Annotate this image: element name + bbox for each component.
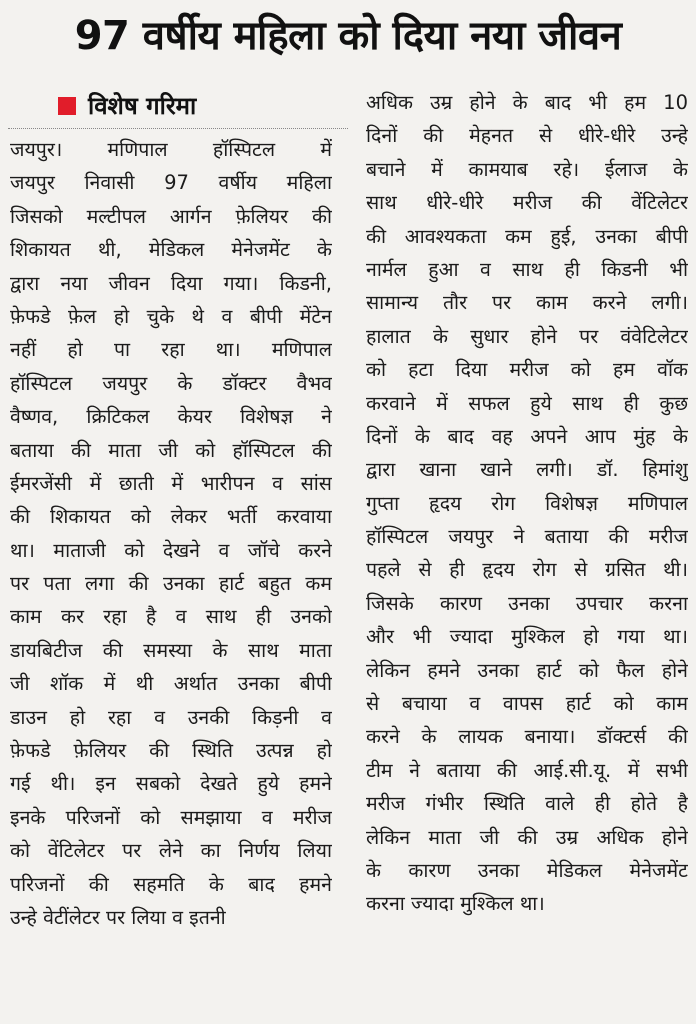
article-text-line: द्वारा खाना खाने लगी। डॉ. हिमांशु [366,458,688,482]
article-text-line: की शिकायत को लेकर भर्ती करवाया [10,505,332,529]
article-text-line: द्वारा नया जीवन दिया गया। किडनी, [10,271,332,295]
article-text-line: जिसको मल्टीपल आर्गन फ़ेलियर की [10,204,332,228]
red-square-bullet-icon [58,97,76,115]
article-text-line: नार्मल हुआ व साथ ही किडनी भी [366,257,688,281]
byline-author: विशेष गरिमा [88,92,197,120]
byline-divider [8,128,348,129]
article-text-line: करने के लायक बनाया। डॉक्टर्स की [366,725,688,749]
article-text-line: फ़ेफडे फ़ेलियर की स्थिति उत्पन्न हो [10,739,332,763]
article-text-line: पर पता लगा की उनका हार्ट बहुत कम [10,572,332,596]
article-text-line: काम कर रहा है व साथ ही उनको [10,605,332,629]
article-text-line: डायबिटीज की समस्या के साथ माता [10,638,332,662]
article-text-line: ईमरजेंसी में छाती में भारीपन व सांस [10,471,332,495]
article-text-line: जयपुर निवासी 97 वर्षीय महिला [10,171,332,195]
article-text-line: सामान्य तौर पर काम करने लगी। [366,291,688,315]
article-text-line: पहले से ही हृदय रोग से ग्रसित थी। [366,558,688,582]
article-text-line: साथ धीरे-धीरे मरीज की वेंटिलेटर [366,191,688,215]
article-column-left [10,133,332,934]
article-text-line: टीम ने बताया की आई.सी.यू. में सभी [366,758,688,782]
article-text-line: लेकिन माता जी की उम्र अधिक होने [366,825,688,849]
article-text-line: हॉस्पिटल जयपुर ने बताया की मरीज [366,525,688,549]
article-text-line: बचाने में कामयाब रहे। ईलाज के [366,157,688,181]
article-text-line: करना ज्यादा मुश्किल था। [366,892,545,916]
article-text-line: लेकिन हमने उनका हार्ट को फैल होने [366,658,688,682]
article-text-line: फ़ेफडे फ़ेल हो चुके थे व बीपी मेंटेन [10,304,332,328]
article-text-line: हॉस्पिटल जयपुर के डॉक्टर वैभव [10,371,332,395]
article-text-line: दिनों की मेहनत से धीरे-धीरे उन्हे [366,124,688,148]
article-text-line: गई थी। इन सबको देखते हुये हमने [10,772,332,796]
article-text-line: जिसके कारण उनका उपचार करना [366,591,688,615]
article-text-line: परिजनों की सहमति के बाद हमने [10,872,332,896]
article-text-line: दिनों के बाद वह अपने आप मुंह के [366,424,688,448]
article-text-line: डाउन हो रहा व उनकी किड़नी व [10,705,332,729]
article-text-line: को वेंटिलेटर पर लेने का निर्णय लिया [10,839,332,863]
article-text-line: नहीं हो पा रहा था। मणिपाल [10,338,332,362]
article-text-line: की आवश्यकता कम हुई, उनका बीपी [366,224,688,248]
article-text-line: बताया की माता जी को हॉस्पिटल की [10,438,332,462]
article-text-line: मरीज गंभीर स्थिति वाले ही होते है [366,792,688,816]
article-text-line: करवाने में सफल हुये साथ ही कुछ [366,391,688,415]
article-text-line: अधिक उम्र होने के बाद भी हम 10 [366,91,688,114]
article-text-line: के कारण उनका मेडिकल मेनेजमेंट [366,858,688,882]
article-text-line: और भी ज्यादा मुश्किल हो गया था। [366,625,688,649]
article-text-line: हालात के सुधार होने पर वंवेटिलेटर [366,324,688,348]
article-text-line: था। माताजी को देखने व जॉचे करने [10,538,332,562]
byline [58,92,196,120]
article-text-line: शिकायत थी, मेडिकल मेनेजमेंट के [10,238,332,262]
article-text-line: वैष्णव, क्रिटिकल केयर विशेषज्ञ ने [10,405,332,429]
article-text-line: गुप्ता हृदय रोग विशेषज्ञ मणिपाल [366,491,688,515]
article-text-line: को हटा दिया मरीज को हम वॉक [366,358,688,382]
article-text-line: उन्हे वेटींलेटर पर लिया व इतनी [10,905,226,929]
article-headline: 97 वर्षीय महिला को दिया नया जीवन [74,13,622,59]
article-text-line: जी शॉक में थी अर्थात उनका बीपी [10,672,332,696]
article-text-line: से बचाया व वापस हार्ट को काम [366,692,688,716]
article-text-line: जयपुर। मणिपाल हॉस्पिटल में [10,138,332,161]
article-column-right [366,86,688,921]
article-text-line: इनके परिजनों को समझाया व मरीज [10,805,332,829]
